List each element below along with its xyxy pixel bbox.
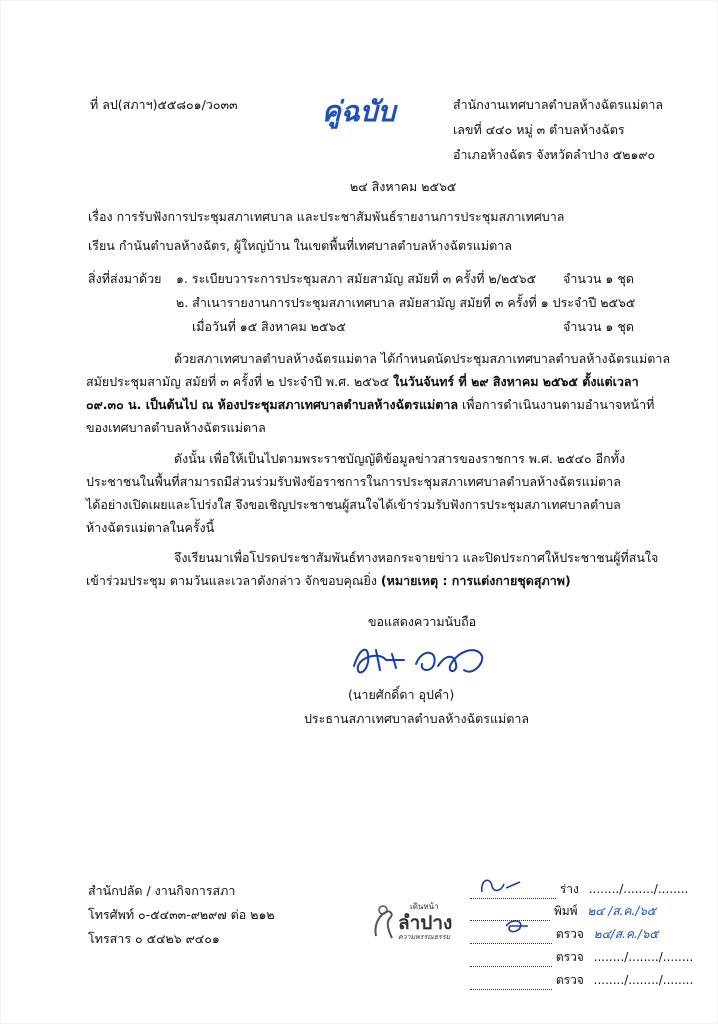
enclosure-item-1: ๑. ระเบียบวาระการประชุมสภา สมัยสามัญ สมัยที่ ๓ ครั้งที่ ๒/๒๕๖๕ — [176, 271, 537, 286]
copy-stamp: คู่ฉบับ — [322, 95, 396, 128]
letter-date: ๒๔ สิงหาคม ๒๕๖๕ — [350, 179, 457, 194]
closing-regards: ขอแสดงความนับถือ — [368, 614, 477, 629]
lampang-logo — [370, 900, 470, 946]
routing-value: ......../......../........ — [593, 973, 694, 987]
routing-row-check-2 — [470, 948, 693, 967]
routing-value: ๒๔/ส.ค./๖๕ — [593, 927, 659, 941]
routing-row-check-3 — [470, 971, 693, 990]
paragraph-2-line: ดังนั้น เพื่อให้เป็นไปตามพระราชบัญญัติข้อมูลข่าวสารของราชการ พ.ศ. ๒๕๔๐ อีกทั้ง — [174, 451, 626, 466]
routing-value: ......../......../........ — [588, 882, 689, 896]
office-address-line1: สำนักงานเทศบาลตำบลห้างฉัตรแม่ตาล — [453, 97, 664, 112]
paragraph-2-line: ห้างฉัตรแม่ตาลในครั้งนี้ — [86, 520, 215, 535]
routing-row-typed — [470, 902, 656, 921]
enclosure-item-1-qty: จำนวน ๑ ชุด — [563, 271, 634, 286]
paragraph-1-line — [86, 393, 666, 416]
signatory-name: (นายศักดิ์ดา อุปคำ) — [348, 687, 455, 702]
routing-label: ตรวจ — [555, 927, 584, 941]
recipient-line: เรียน กำนันตำบลห้างฉัตร, ผู้ใหญ่บ้าน ในเขตพื้นที่เทศบาลตำบลห้างฉัตรแม่ตาล — [88, 238, 512, 253]
routing-label: ตรวจ — [555, 950, 584, 964]
routing-label: ตรวจ — [555, 973, 584, 987]
text-run: เพื่อการดำเนินงานตามอำนาจหน้าที่ — [458, 397, 655, 412]
paragraph-3-line — [86, 569, 666, 592]
enclosure-label: สิ่งที่ส่งมาด้วย — [88, 271, 162, 286]
enclosure-item-2: ๒. สำเนารายงานการประชุมสภาเทศบาล สมัยสามัญ สมัยที่ ๓ ครั้งที่ ๑ ประจำปี ๒๕๖๕ — [176, 295, 636, 310]
routing-label: พิมพ์ — [553, 904, 578, 918]
routing-row-draft — [470, 880, 688, 899]
enclosure-item-2-date: เมื่อวันที่ ๑๕ สิงหาคม ๒๕๖๕ — [192, 319, 346, 334]
phone-number: โทรศัพท์ ๐-๕๔๓๓-๙๒๙๗ ต่อ ๒๑๒ — [88, 907, 275, 922]
office-address-line3: อำเภอห้างฉัตร จังหวัดลำปาง ๕๒๑๙๐ — [453, 147, 656, 162]
department-name: สำนักปลัด / งานกิจการสภา — [88, 883, 236, 898]
paragraph-3-line: จึงเรียนมาเพื่อโปรดประชาสัมพันธ์ทางหอกระจายข่าว และปิดประกาศให้ประชาชนผู้ที่สนใจ — [174, 550, 659, 565]
horse-emblem-icon — [370, 902, 396, 942]
paragraph-3 — [86, 546, 666, 592]
reference-number: ที่ ลป(สภาฯ)๕๕๘๐๑/ว๐๓๓ — [90, 97, 238, 112]
signature-image — [346, 636, 496, 684]
paragraph-1-line — [86, 370, 666, 393]
logo-title: ลำปาง — [398, 912, 453, 934]
paragraph-1-line: ด้วยสภาเทศบาลตำบลห้างฉัตรแม่ตาล ได้กำหนดนัดประชุมสภาเทศบาลตำบลห้างฉัตรแม่ตาล — [174, 351, 671, 366]
office-address-line2: เลขที่ ๔๔๐ หมู่ ๓ ตำบลห้างฉัตร — [453, 122, 625, 137]
text-run: สมัยประชุมสามัญ สมัยที่ ๓ ครั้งที่ ๒ ประจำปี พ.ศ. ๒๕๖๕ — [86, 374, 394, 389]
routing-value: ......../......../........ — [593, 950, 694, 964]
paragraph-2 — [86, 447, 666, 539]
logo-tagline-top: เดินหน้า — [410, 902, 439, 911]
subject-line: เรื่อง การรับฟังการประชุมสภาเทศบาล และประชาสัมพันธ์รายงานการประชุมสภาเทศบาล — [88, 209, 565, 224]
enclosure-item-2-qty: จำนวน ๑ ชุด — [563, 319, 634, 334]
routing-value: ๒๔ /ส.ค./๖๕ — [587, 904, 656, 918]
dress-code-note: (หมายเหตุ : การแต่งกายชุดสุภาพ) — [380, 573, 571, 588]
paragraph-2-line: ได้อย่างเปิดเผยและโปร่งใส จึงขอเชิญประชาชนผู้สนใจได้เข้าร่วมรับฟังการประชุมสภาเทศบาลตำบล — [86, 497, 621, 512]
text-run: เข้าร่วมประชุม ตามวันและเวลาดังกล่าว จักขอบคุณยิ่ง — [86, 573, 381, 588]
signatory-position: ประธานสภาเทศบาลตำบลห้างฉัตรแม่ตาล — [304, 711, 530, 726]
meeting-date-emphasis: ในวันจันทร์ ที่ ๒๙ สิงหาคม ๒๕๖๕ ตั้งแต่เวลา — [393, 374, 639, 389]
meeting-venue-emphasis: ๐๙.๓๐ น. เป็นต้นไป ณ ห้องประชุมสภาเทศบาลตำบลห้างฉัตรแม่ตาล — [86, 397, 459, 412]
routing-row-check-1 — [470, 925, 658, 944]
fax-number: โทรสาร ๐ ๕๔๒๖ ๙๔๐๑ — [88, 931, 220, 946]
logo-tagline-bottom: ความพรรณธรรม — [398, 933, 451, 941]
routing-label: ร่าง — [559, 882, 579, 896]
paragraph-1 — [86, 347, 671, 439]
paragraph-2-line: ประชาชนในพื้นที่สามารถมีส่วนร่วมรับฟังข้อราชการในการประชุมสภาเทศบาลตำบลห้างฉัตรแม่ตาล — [86, 474, 621, 489]
paragraph-1-line: ของเทศบาลตำบลห้างฉัตรแม่ตาล — [86, 420, 266, 435]
